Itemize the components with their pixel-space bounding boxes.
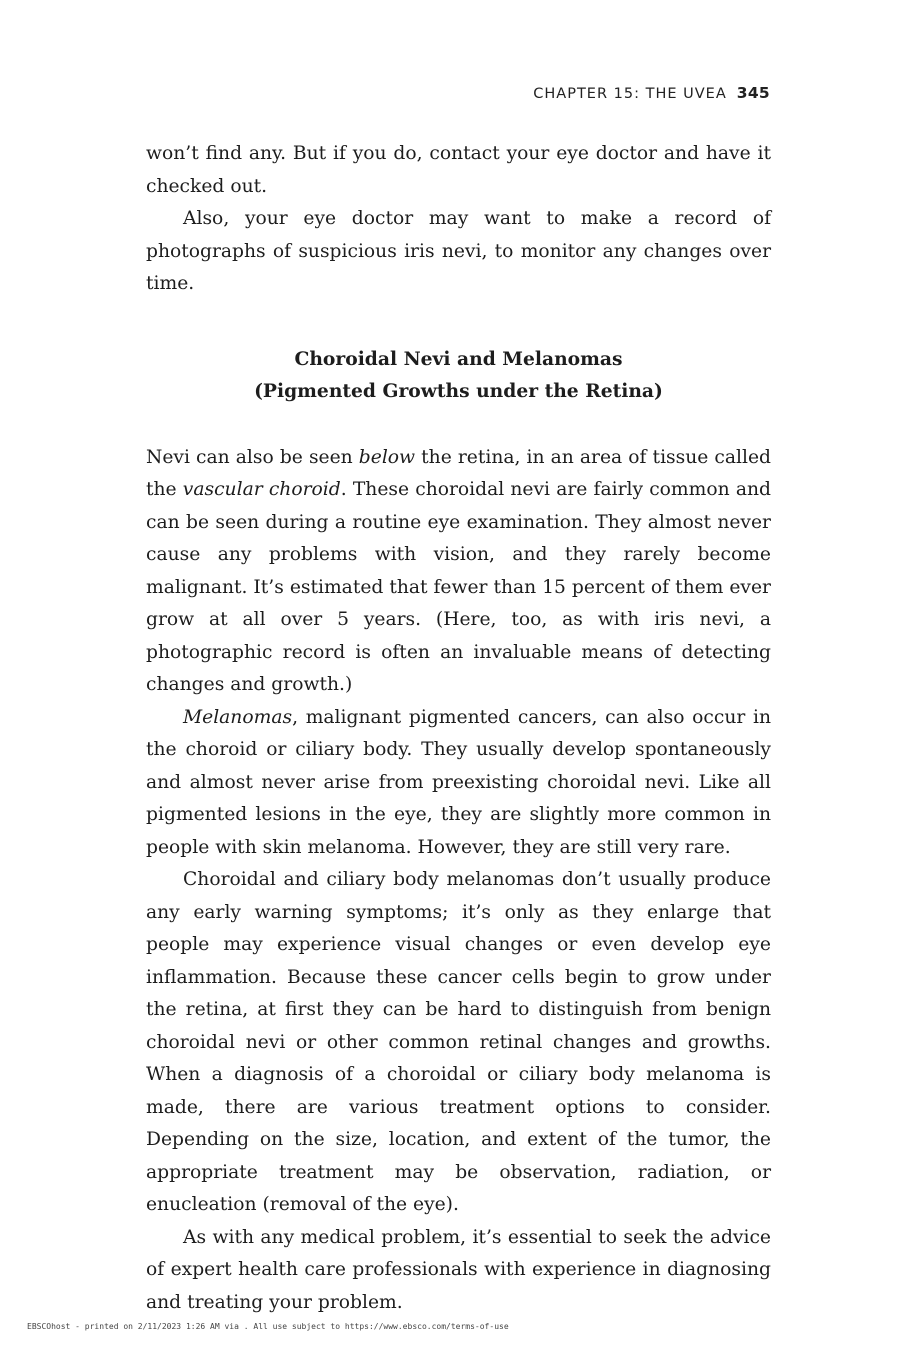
text-run: the retina, in an area of tissue called the [146, 446, 771, 500]
running-head [533, 84, 770, 102]
chapter-title: CHAPTER 15: THE UVEA [533, 86, 727, 102]
paragraph-photographs: Also, your eye doctor may want to make a record of photographs of suspicious iris nevi, to monitor any changes over time. [146, 208, 771, 294]
section-heading-line-2: (Pigmented Growths under the Retina) [254, 380, 663, 402]
paragraph-choroidal-nevi [146, 442, 771, 702]
text-run: . These choroidal nevi are fairly common and can be seen during a routine eye examination. They almost never cause any problems with vision, and they rarely become malignant. It’s estimated that fewer than 15 percent of them ever grow at all over 5 years. (Here, too, as with iris nevi, a photographic record is often an invaluable means of detecting changes and growth.) [146, 479, 771, 695]
section-heading [146, 343, 771, 408]
italic-term-vascular-choroid: vascular choroid [182, 479, 341, 500]
italic-term-below: below [358, 446, 416, 468]
text-run: Nevi can also be seen [146, 446, 359, 468]
text-run: , malignant pigmented cancers, can also occur in the choroid or ciliary body. They usually develop spontaneously and almost never arise from preexisting choroidal nevi. Like all pigmented lesions in the eye, they are slightly more common in people with skin melanoma. However, they are still very rare. [146, 706, 771, 858]
section-heading-line-1: Choroidal Nevi and Melanomas [294, 347, 623, 370]
paragraph-symptoms: Choroidal and ciliary body melanomas don’t usually produce any early warning symptoms; it’s only as they enlarge that people may experience visual changes or even develop eye inflammation. Because these cancer cells begin to grow under the retina, at first they can be hard to distinguish from benign choroidal nevi or other common retinal changes and growths. When a diagnosis of a choroidal or ciliary body melanoma is made, there are various treatment options to consider. Depending on the size, location, and extent of the tumor, the appropriate treatment may be observation, radiation, or enucleation (removal of the eye). [146, 869, 771, 1215]
paragraph-advice: As with any medical problem, it’s essential to seek the advice of expert health care professionals with experience in diagnosing and treating your problem. [146, 1226, 771, 1313]
page-number: 345 [736, 84, 770, 102]
paragraph-melanomas [146, 702, 771, 865]
paragraph-continued: won’t find any. But if you do, contact your eye doctor and have it checked out. [146, 143, 771, 197]
print-footer: EBSCOhost - printed on 2/11/2023 1:26 AM via . All use subject to https://www.ebsco.com/terms-of-use [27, 1322, 509, 1331]
italic-term-melanomas: Melanomas [183, 706, 293, 728]
body-text [146, 138, 771, 1319]
